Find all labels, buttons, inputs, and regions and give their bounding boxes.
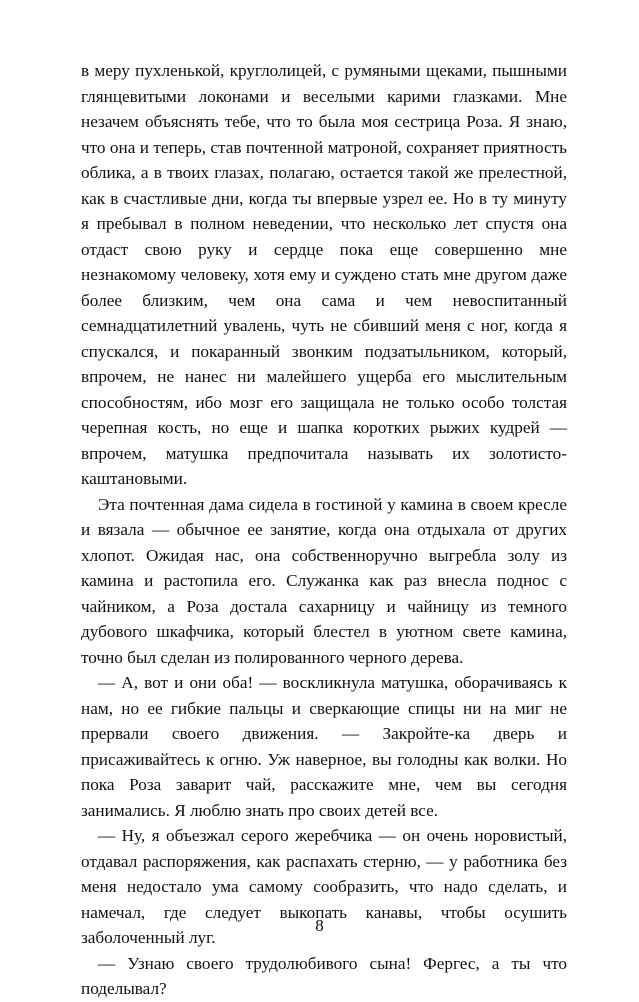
paragraph-2: Эта почтенная дама сидела в гостиной у камина в своем кресле и вязала — обычное ее занятие, когда она отдыхала от других хлопот. Ожидая нас, она собственноручно выгребла золу из камина и растопила его. Служанка как раз внесла поднос с чайником, а Роза достала сахарницу и чайницу из темного дубового шкафчика, который блестел в уютном свете камина, точно был сделан из полированного черного дерева. (81, 494, 567, 667)
paragraph-1: в меру пухленькой, круглолицей, с румяными щеками, пышными глянцевитыми локонами и веселыми карими глазками. Мне незачем объяснять тебе, что то была моя сестрица Роза. Я знаю, что она и теперь, став почтенной матроной, сохраняет приятность облика, а в твоих глазах, полагаю, остается такой же прелестной, как в счастливые дни, когда ты впервые узрел ее. Но в ту минуту я пребывал в полном неведении, что несколько лет спустя она отдаст свою руку и сердце пока еще совершенно мне незнакомому человеку, хотя ему и суждено стать мне другом даже более близким, чем она сама и чем невоспитанный семнадцатилетний увалень, чуть не сбивший меня с ног, когда я спускался, и покаранный звонким подзатыльником, который, впрочем, не нанес ни малейшего ущерба его мыслительным способностям, ибо мозг его защищала не только особо толстая черепная кость, но еще и шапка коротких рыжих кудрей — впрочем, матушка предпочитала называть их золотисто-каштановыми. (81, 61, 567, 488)
paragraph-4: — Ну, я объезжал серого жеребчика — он очень норовистый, отдавал распоряжения, как распахать стерню, — у работника без меня недостало ума самому сообразить, что надо сделать, и намечал, где следует выкопать канавы, чтобы осушить заболоченный луг. (81, 826, 567, 947)
paragraph-3: — А, вот и они оба! — воскликнула матушка, оборачиваясь к нам, но ее гибкие пальцы и сверкающие спицы ни на миг не прервали своего движения. — Закройте-ка дверь и присаживайтесь к огню. Уж наверное, вы голодны как волки. Но пока Роза заварит чай, расскажите мне, чем вы сегодня занимались. Я люблю знать про своих детей все. (81, 673, 567, 820)
book-page-text (81, 58, 567, 1002)
paragraph-5: — Узнаю своего трудолюбивого сына! Фергес, а ты что поделывал? (81, 953, 567, 998)
page-number: 8 (315, 916, 324, 935)
